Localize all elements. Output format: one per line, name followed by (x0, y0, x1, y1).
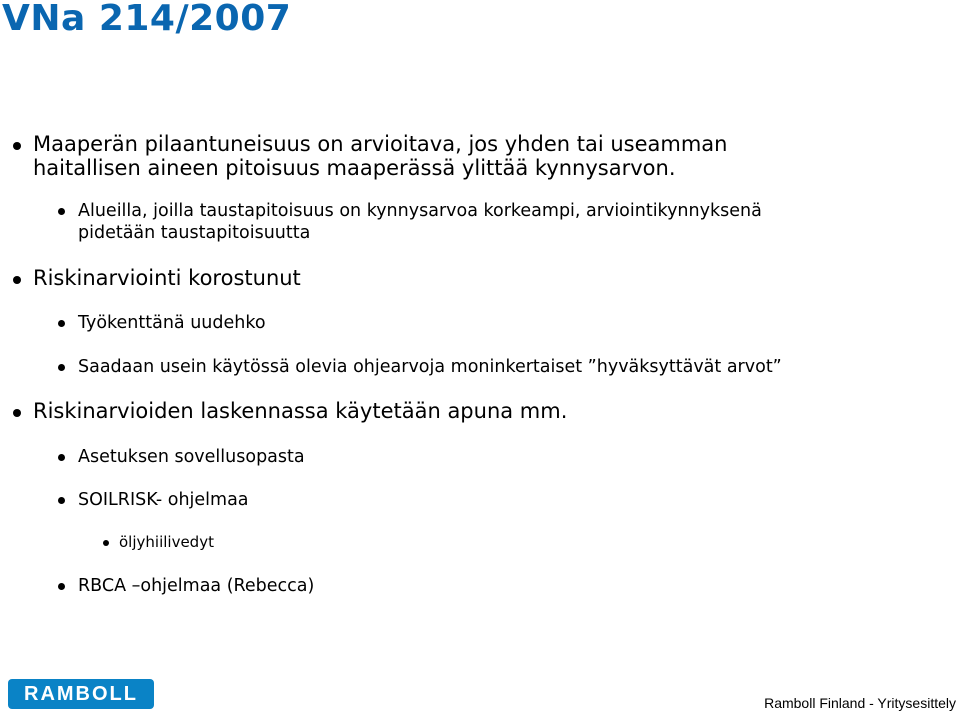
bullet-text-level-1: Maaperän pilaantuneisuus on arvioitava, jos yhden tai useamman (33, 132, 728, 156)
footer-caption: Ramboll Finland - Yritysesittely (764, 695, 956, 711)
bullet-text-level-1: Riskinarvioiden laskennassa käytetään apuna mm. (33, 399, 568, 423)
bullet-text-level-2: Työkenttänä uudehko (78, 313, 266, 333)
bullet-marker (13, 276, 21, 284)
bullet-marker (58, 208, 65, 215)
bullet-marker (58, 454, 65, 461)
bullet-marker (58, 320, 65, 327)
bullet-text-level-2: Asetuksen sovellusopasta (78, 447, 305, 467)
bullet-marker (58, 497, 65, 504)
bullet-text-level-2: Alueilla, joilla taustapitoisuus on kynnysarvoa korkeampi, arviointikynnyksenä (78, 201, 762, 221)
ramboll-logo: RAMBOLL (8, 679, 154, 709)
bullet-text-level-1: haitallisen aineen pitoisuus maaperässä ylittää kynnysarvon. (33, 156, 676, 180)
bullet-marker (58, 583, 65, 590)
bullet-marker (13, 409, 21, 417)
bullet-text-level-1: Riskinarviointi korostunut (33, 266, 301, 290)
bullet-text-level-2: SOILRISK- ohjelmaa (78, 490, 249, 510)
bullet-text-level-2: Saadaan usein käytössä olevia ohjearvoja moninkertaiset ”hyväksyttävät arvot” (78, 357, 782, 377)
bullet-marker (13, 142, 21, 150)
bullet-text-level-2: pidetään taustapitoisuutta (78, 223, 311, 243)
slide-title: VNa 214/2007 (2, 0, 292, 39)
bullet-text-level-3: öljyhiilivedyt (119, 533, 214, 551)
bullet-text-level-2: RBCA –ohjelmaa (Rebecca) (78, 576, 315, 596)
bullet-marker (103, 540, 109, 546)
bullet-marker (58, 364, 65, 371)
